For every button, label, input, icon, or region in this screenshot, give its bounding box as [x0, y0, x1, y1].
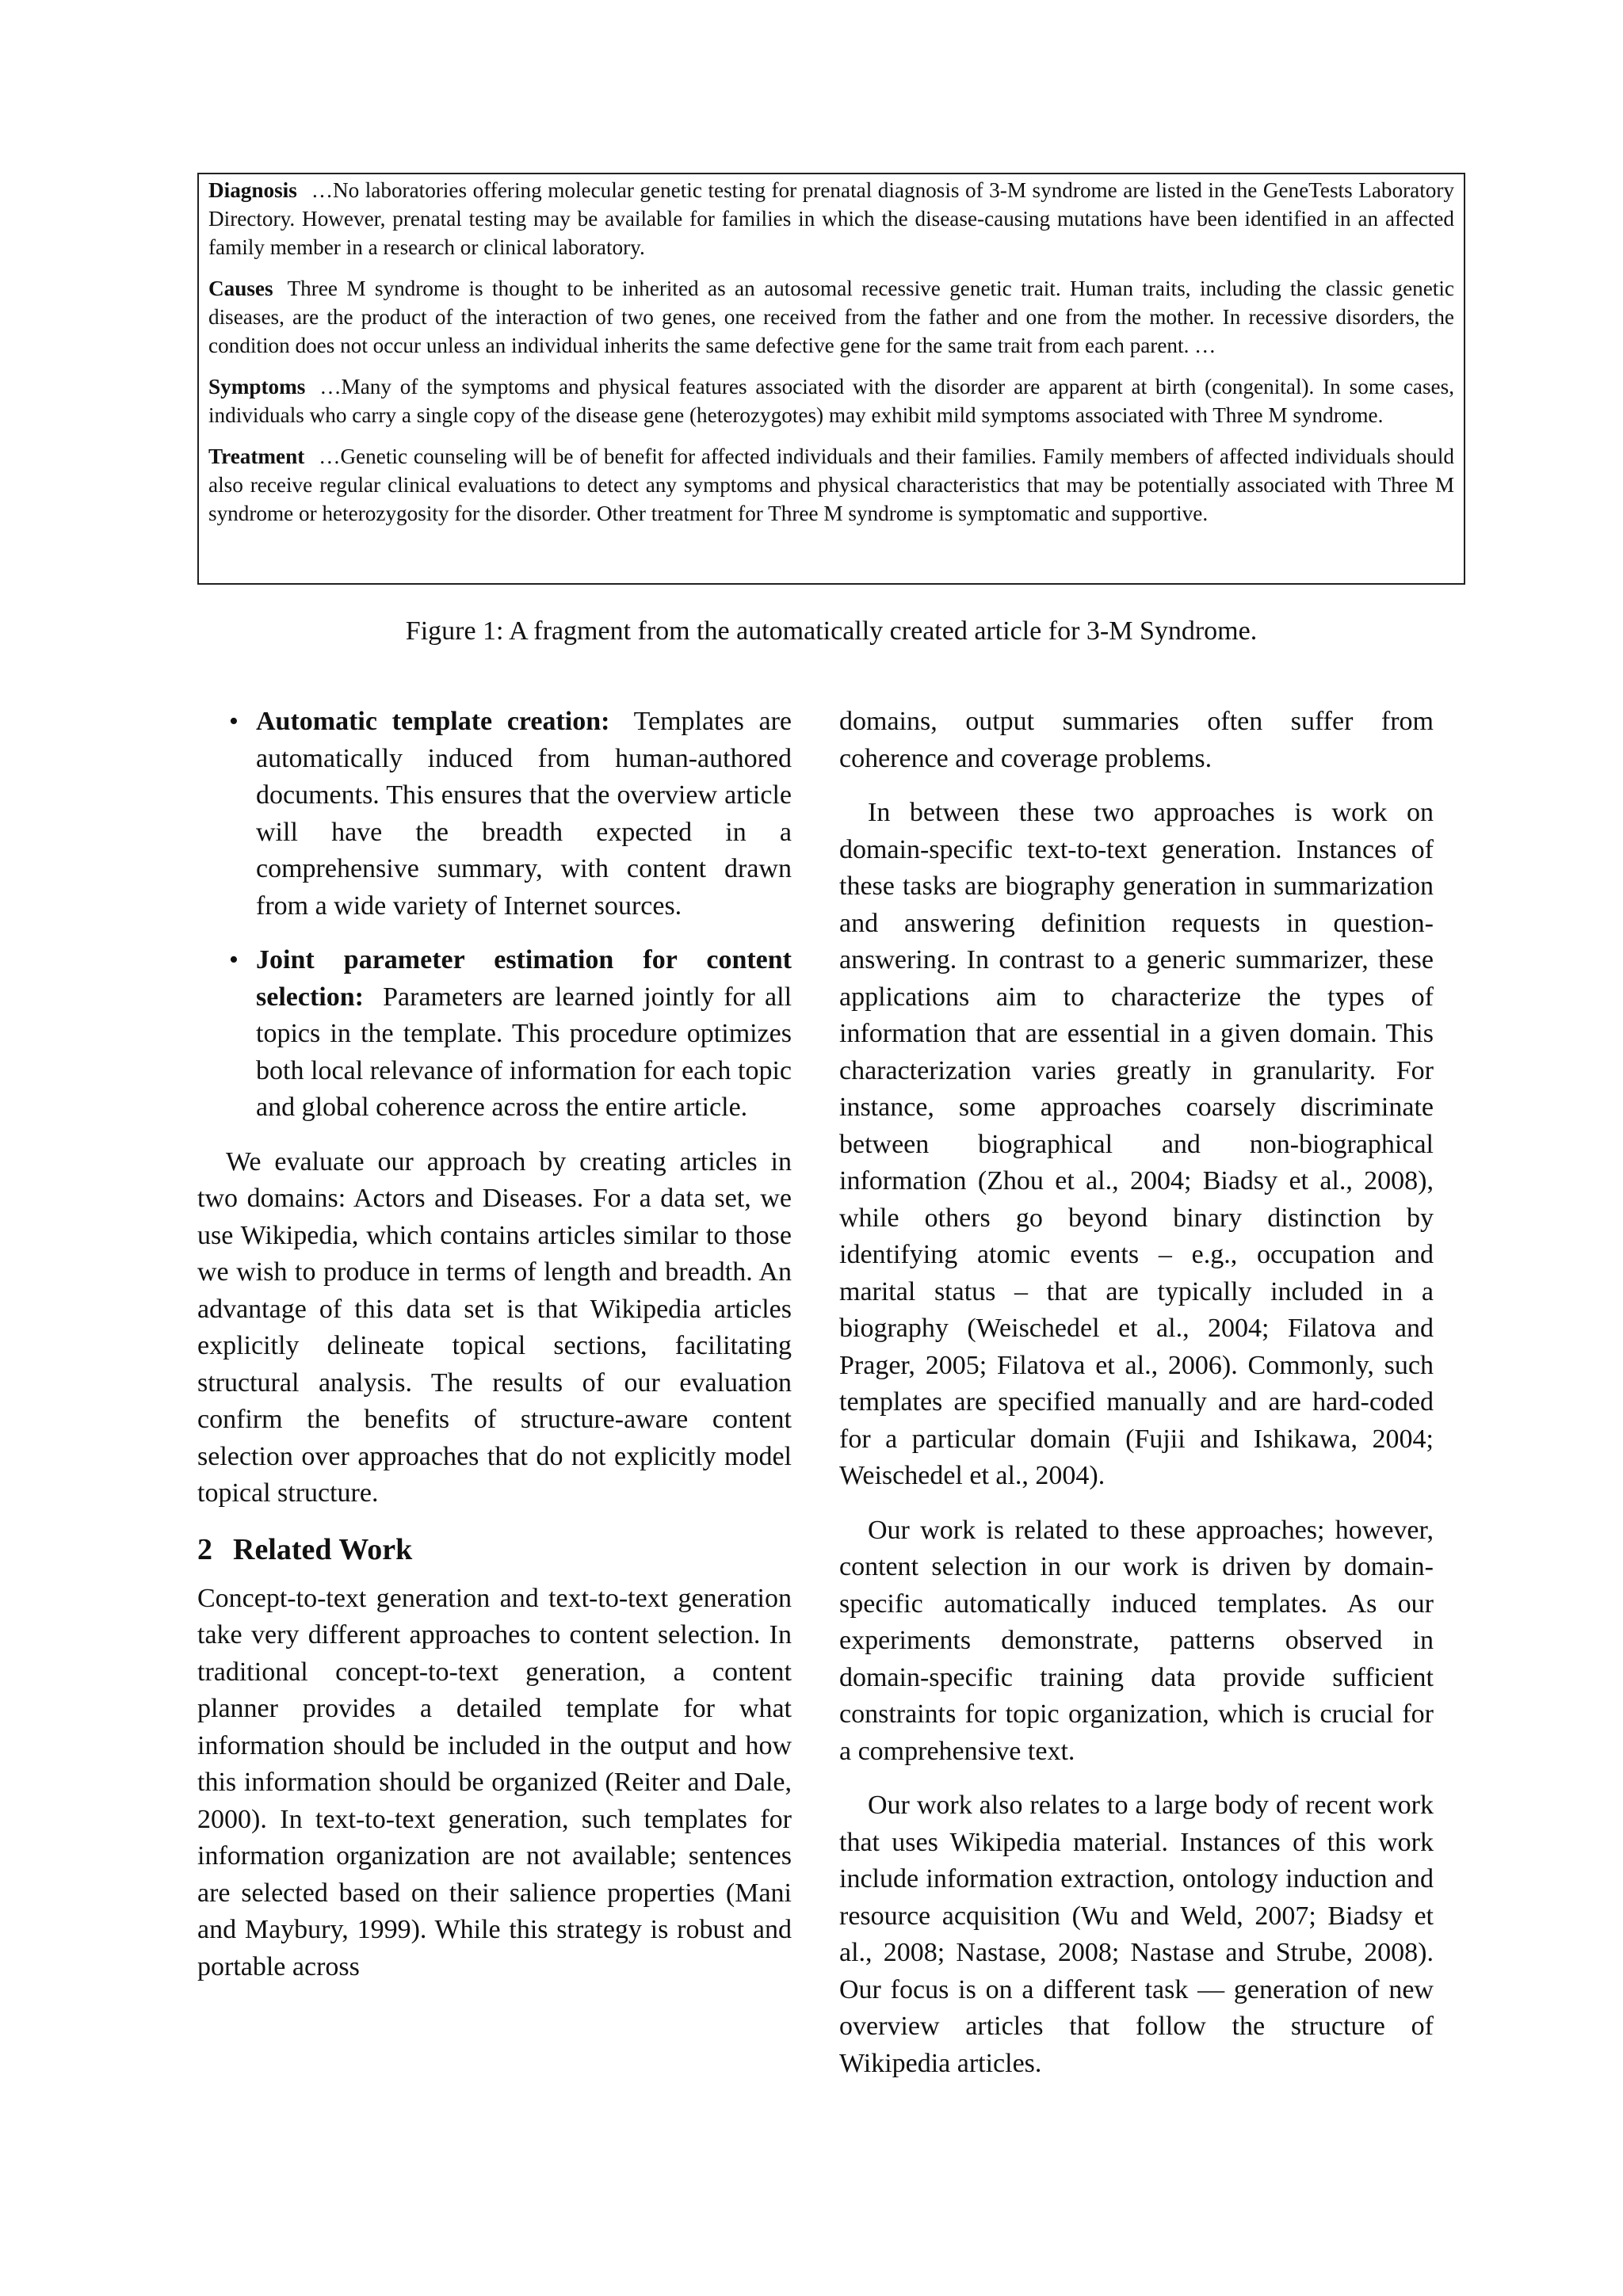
bullet-title: Joint parameter estimation for content selection: [256, 945, 792, 1012]
figure-paragraph-causes [208, 274, 1454, 360]
left-column [197, 704, 792, 2003]
figure-label: Symptoms [208, 375, 306, 399]
figure-paragraph-symptoms [208, 372, 1454, 429]
right-column [839, 704, 1434, 2100]
list-item [197, 704, 792, 925]
figure-label: Diagnosis [208, 178, 297, 202]
figure-text: …Genetic counseling will be of benefit for affected individuals and their families. Family members of affected individuals should also receive regular clinical evaluations to detect any symptoms and physical characteristics that may be potentially associated with Three M syndrome or heterozygosity for the disorder. Other treatment for Three M syndrome is symptomatic and supportive. [208, 444, 1454, 525]
contribution-list [197, 704, 792, 1127]
figure-paragraph-treatment [208, 442, 1454, 528]
body-paragraph: Our work also relates to a large body of recent work that uses Wikipedia material. Instances of this work include information extraction, ontology induction and resource acquisition (Wu and Weld, 2007; Biadsy et al., 2008; Nastase, 2008; Nastase and Strube, 2008). Our focus is on a different task — generation of new overview articles that follow the structure of Wikipedia articles. [839, 1791, 1434, 2078]
body-paragraph: domains, output summaries often suffer from coherence and coverage problems. [839, 707, 1434, 773]
body-paragraph: We evaluate our approach by creating articles in two domains: Actors and Diseases. For a data set, we use Wikipedia, which contains articles similar to those we wish to produce in terms of length and breadth. An advantage of this data set is that Wikipedia articles explicitly delineate topical sections, facilitating structural analysis. The results of our evaluation confirm the benefits of structure-aware content selection over approaches that do not explicitly model topical structure. [197, 1146, 792, 1508]
bullet-text: Templates are automatically induced from human-authored documents. This ensures that the overview article will have the breadth expected in a comprehensive summary, with content drawn from a wide variety of Internet sources. [256, 707, 792, 921]
figure-text: …Many of the symptoms and physical features associated with the disorder are apparent at birth (congenital). In some cases, individuals who carry a single copy of the disease gene (heterozygotes) may exhibit mild symptoms associated with Three M syndrome. [208, 375, 1454, 427]
figure-box [197, 173, 1465, 585]
bullet-icon: • [229, 945, 239, 974]
section-heading [197, 1530, 792, 1569]
body-paragraph: Concept-to-text generation and text-to-text generation take very different approaches to content selection. In traditional concept-to-text generation, a content planner provides a detailed template for what information should be included in the output and how this information should be organized (Reiter and Dale, 2000). In text-to-text generation, such templates for information organization are not available; sentences are selected based on their salience properties (Mani and Maybury, 1999). While this strategy is robust and portable across [197, 1583, 792, 1981]
figure-label: Treatment [208, 444, 305, 468]
section-title: Related Work [233, 1532, 413, 1566]
bullet-title: Automatic template creation: [256, 707, 610, 736]
list-item [197, 942, 792, 1127]
bullet-text: Parameters are learned jointly for all topics in the template. This procedure optimizes both local relevance of information for each topic and global coherence across the entire article. [256, 982, 792, 1122]
figure-label: Causes [208, 277, 273, 300]
figure-paragraph-diagnosis [208, 176, 1454, 261]
figure-caption: Figure 1: A fragment from the automatically created article for 3-M Syndrome. [405, 616, 1258, 646]
figure-text: Three M syndrome is thought to be inherited as an autosomal recessive genetic trait. Human traits, including the classic genetic diseases, are the product of the interaction of two genes, one received from the father and one from the mother. In recessive disorders, the condition does not occur unless an individual inherits the same defective gene for the same trait from each parent. … [208, 277, 1454, 357]
section-number: 2 [197, 1532, 212, 1566]
figure-text: …No laboratories offering molecular genetic testing for prenatal diagnosis of 3-M syndrome are listed in the GeneTests Laboratory Directory. However, prenatal testing may be available for families in which the disease-causing mutations have been identified in an affected family member in a research or clinical laboratory. [208, 178, 1454, 259]
bullet-icon: • [229, 707, 239, 736]
body-paragraph: Our work is related to these approaches; however, content selection in our work is driven by domain-specific automatically induced templates. As our experiments demonstrate, patterns observed in domain-specific training data provide sufficient constraints for topic organization, which is crucial for a comprehensive text. [839, 1515, 1434, 1766]
body-paragraph: In between these two approaches is work on domain-specific text-to-text generation. Instances of these tasks are biography generation in summarization and answering definition requests in question-answering. In contrast to a generic summarizer, these applications aim to characterize the types of information that are essential in a given domain. This characterization varies greatly in granularity. For instance, some approaches coarsely discriminate between biographical and non-biographical information (Zhou et al., 2004; Biadsy et al., 2008), while others go beyond binary distinction by identifying atomic events – e.g., occupation and marital status – that are typically included in a biography (Weischedel et al., 2004; Filatova and Prager, 2005; Filatova et al., 2006). Commonly, such templates are specified manually and are hard-coded for a particular domain (Fujii and Ishikawa, 2004; Weischedel et al., 2004). [839, 798, 1434, 1490]
